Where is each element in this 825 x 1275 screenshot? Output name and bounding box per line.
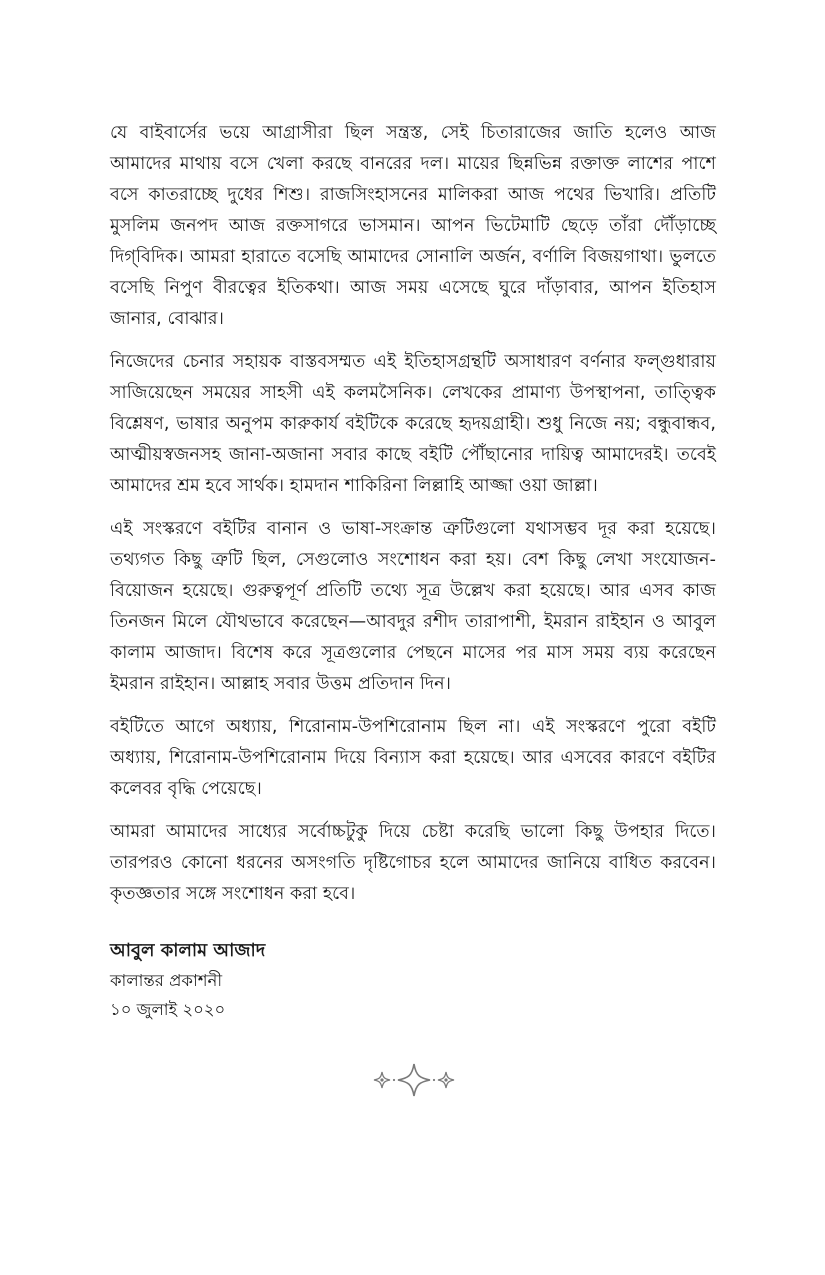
- paragraph-3: এই সংস্করণে বইটির বানান ও ভাষা-সংক্রান্ত ত্রুটিগুলো যথাসম্ভব দূর করা হয়েছে। তথ্যগত কিছু ত্রুটি ছিল, সেগুলোও সংশোধন করা হয়। বেশ কিছু লেখা সংযোজন-বিয়োজন হয়েছে। গুরুত্বপূর্ণ প্রতিটি তথ্যে সূত্র উল্লেখ করা হয়েছে। আর এসব কাজ তিনজন মিলে যৌথভাবে করেছেন—আবদুর রশীদ তারাপাশী, ইমরান রাইহান ও আবুল কালাম আজাদ। বিশেষ করে সূত্রগুলোর পেছনে মাসের পর মাস সময় ব্যয় করেছেন ইমরান রাইহান। আল্লাহ সবার উত্তম প্রতিদান দিন।: [110, 519, 716, 694]
- paragraph-4: বইটিতে আগে অধ্যায়, শিরোনাম-উপশিরোনাম ছিল না। এই সংস্করণে পুরো বইটি অধ্যায়, শিরোনাম-উপশিরোনাম দিয়ে বিন্যাস করা হয়েছে। আর এসবের কারণে বইটির কলেবর বৃদ্ধি পেয়েছে।: [110, 717, 716, 799]
- signature-block: [110, 936, 716, 1024]
- paragraph-1: যে বাইবার্সের ভয়ে আগ্রাসীরা ছিল সন্ত্রস্ত, সেই চিতারাজের জাতি হলেও আজ আমাদের মাথায় বসে খেলা করছে বানরের দল। মায়ের ছিন্নভিন্ন রক্তাক্ত লাশের পাশে বসে কাতরাচ্ছে দুধের শিশু। রাজসিংহাসনের মালিকরা আজ পথের ভিখারি। প্রতিটি মুসলিম জনপদ আজ রক্তসাগরে ভাসমান। আপন ভিটেমাটি ছেড়ে তাঁরা দৌঁড়াচ্ছে দিগ্‌বিদিক। আমরা হারাতে বসেছি আমাদের সোনালি অর্জন, বর্ণালি বিজয়গাথা। ভুলতে বসেছি নিপুণ বীরত্বের ইতিকথা। আজ সময় এসেছে ঘুরে দাঁড়াবার, আপন ইতিহাস জানার, বোঝার।: [110, 123, 716, 329]
- paragraph-5: আমরা আমাদের সাধ্যের সর্বোচ্চটুকু দিয়ে চেষ্টা করেছি ভালো কিছু উপহার দিতে। তারপরও কোনো ধরনের অসংগতি দৃষ্টিগোচর হলে আমাদের জানিয়ে বাধিত করবেন। কৃতজ্ঞতার সঙ্গে সংশোধন করা হবে।: [110, 822, 716, 904]
- signature-date: ১০ জুলাই ২০২০: [110, 1000, 226, 1019]
- author-name: আবুল কালাম আজাদ: [110, 940, 266, 961]
- document-page: [110, 118, 716, 1024]
- paragraph-2: নিজেদের চেনার সহায়ক বাস্তবসম্মত এই ইতিহাসগ্রন্থটি অসাধারণ বর্ণনার ফল্গুধারায় সাজিয়েছেন সময়ের সাহসী এই কলমসৈনিক। লেখকের প্রামাণ্য উপস্থাপনা, তাত্ত্বিক বিশ্লেষণ, ভাষার অনুপম কারুকার্য বইটিকে করেছে হৃদয়গ্রাহী। শুধু নিজে নয়; বন্ধুবান্ধব, আত্মীয়স্বজনসহ জানা-অজানা সবার কাছে বইটি পৌঁছানোর দায়িত্ব আমাদেরই। তবেই আমাদের শ্রম হবে সার্থক। হামদান শাকিরিনা লিল্লাহি আজ্জা ওয়া জাল্লা।: [110, 352, 716, 496]
- sparkle-ornament-icon: [372, 1062, 456, 1098]
- publisher-name: কালান্তর প্রকাশনী: [110, 971, 223, 990]
